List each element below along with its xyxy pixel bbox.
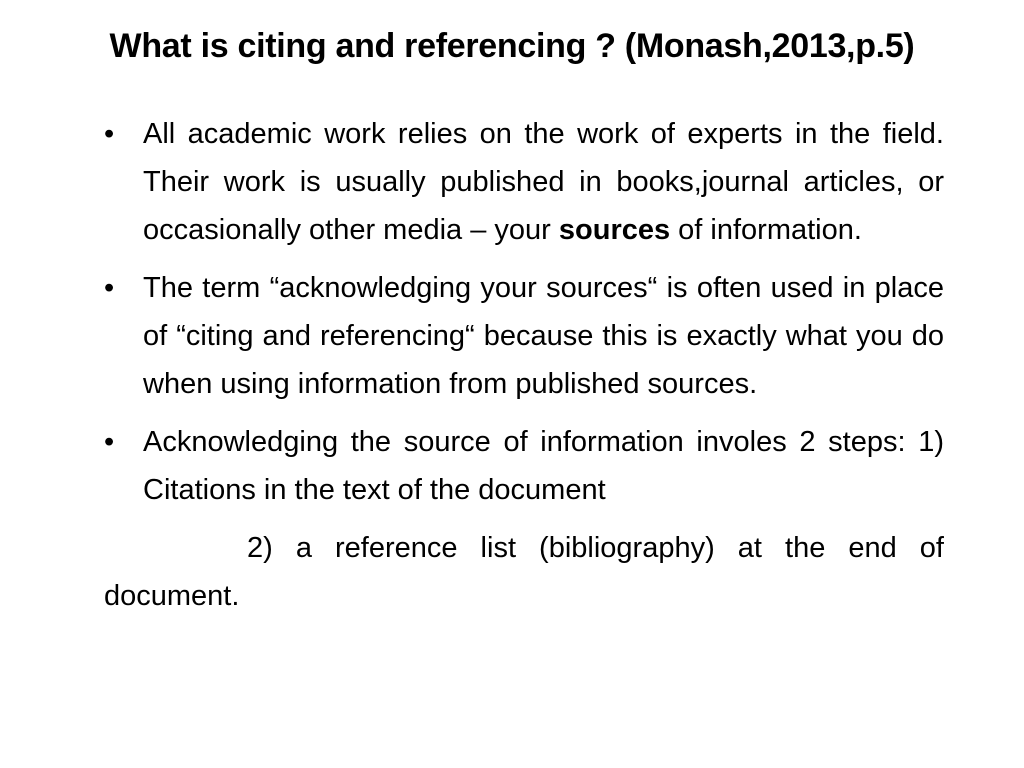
bullet-text: The term “acknowledging your sources“ is often used in place of “citing and referencing“ because this is exactly what you do when using information from published sources. — [143, 272, 944, 400]
bullet-icon: • — [104, 426, 115, 458]
bullet-icon: • — [104, 272, 115, 304]
bullet-item-steps — [104, 418, 944, 514]
bullet-icon: • — [104, 118, 115, 150]
bullet-text — [143, 110, 944, 254]
step-two-text: 2) a reference list (bibliography) at the end of document. — [104, 532, 944, 612]
bullet-item-acknowledging — [104, 264, 944, 408]
bullet-item-sources — [104, 110, 944, 254]
step-two-paragraph — [104, 524, 944, 620]
bullet-text-bold: sources — [558, 214, 671, 246]
bullet-text: Acknowledging the source of information involes 2 steps: 1) Citations in the text of the document — [143, 426, 944, 506]
slide-title: What is citing and referencing ? (Monash,2013,p.5) — [109, 27, 915, 65]
slide-body — [104, 110, 944, 620]
bullet-text-after: of information. — [670, 214, 862, 246]
bullet-text-before: All academic work relies on the work of experts in the field. Their work is usually published in books,journal articles, or occasionally other media – your — [143, 118, 944, 246]
